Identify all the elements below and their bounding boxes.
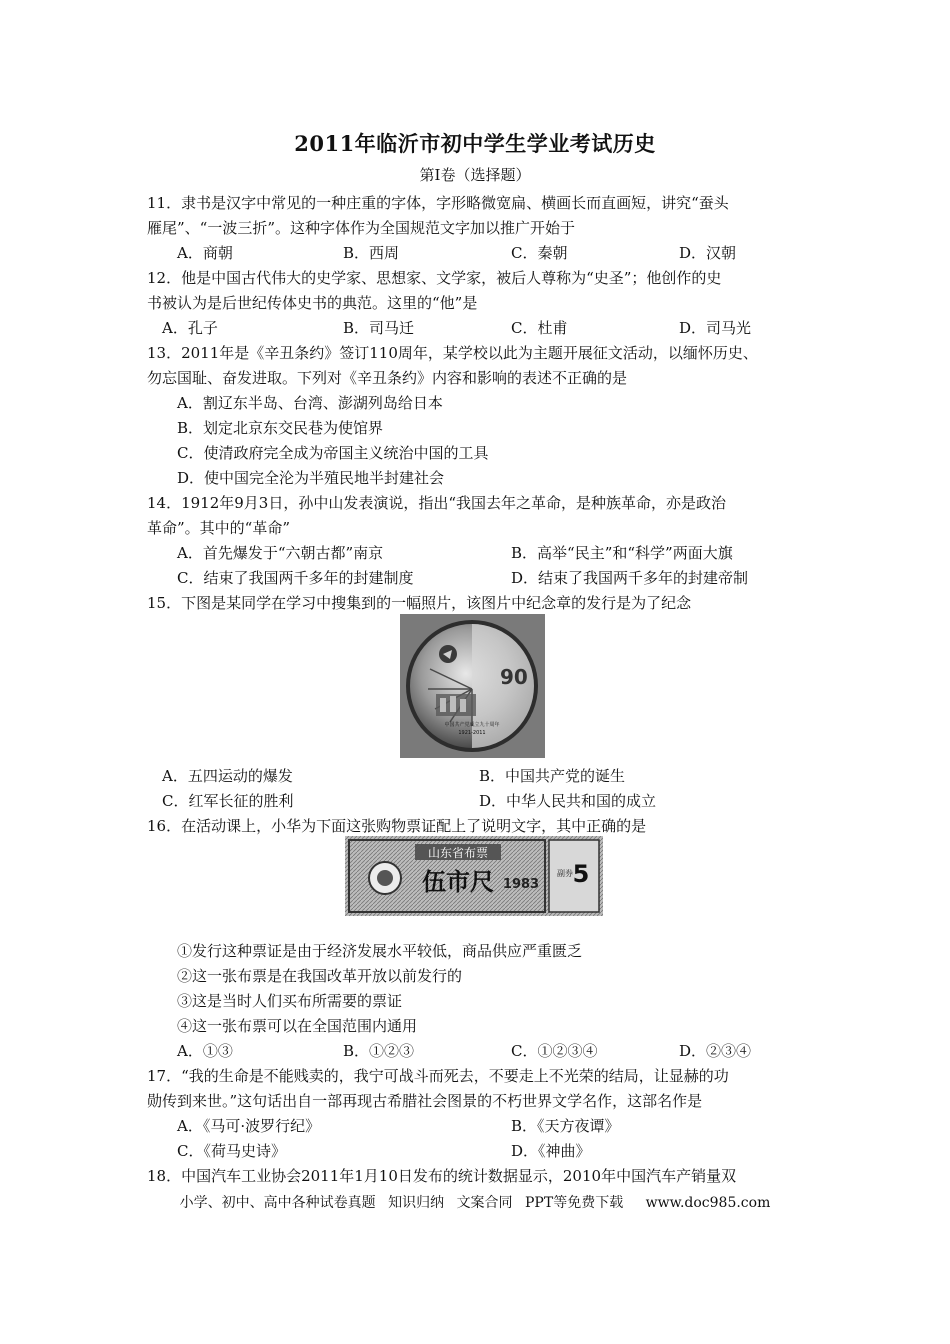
q14-stem-line1: 14．1912年9月3日，孙中山发表演说，指出“我国去年之革命，是种族革命，亦是政治: [147, 494, 727, 512]
q12-stem-line1: 12．他是中国古代伟大的史学家、思想家、文学家，被后人尊称为“史圣”；他创作的史: [147, 269, 722, 287]
q11-option-a: A．商朝: [177, 244, 233, 262]
footer-text-4: PPT等免费下载: [525, 1195, 624, 1211]
q16-statement-4: ④这一张布票可以在全国范围内通用: [177, 1017, 418, 1035]
q14-option-a: A．首先爆发于“六朝古都”南京: [177, 544, 384, 562]
ticket-amount: 伍市尺: [422, 867, 494, 896]
q13-option-c: C．使清政府完全成为帝国主义统治中国的工具: [177, 444, 489, 462]
q11-option-d: D．汉朝: [679, 244, 737, 262]
q17-stem-line2: 勋传到来世。”这句话出自一部再现古希腊社会图景的不朽世界文学名作，这部名作是: [147, 1092, 703, 1110]
q15-stem-line1: 15．下图是某同学在学习中搜集到的一幅照片，该图片中纪念章的发行是为了纪念: [147, 594, 692, 612]
q17-option-b: B．《天方夜谭》: [511, 1117, 620, 1135]
medal-caption: 中国共产党成立九十周年: [444, 722, 500, 728]
q16-statement-3: ③这是当时人们买布所需要的票证: [177, 992, 403, 1010]
commemorative-medal-photo: [400, 614, 545, 758]
page-title: 2011年临沂市初中学生学业考试历史: [294, 131, 656, 156]
q15-option-b: B．中国共产党的诞生: [479, 767, 626, 785]
footer-text-2: 知识归纳: [388, 1195, 445, 1211]
q15-option-a: A．五四运动的爆发: [162, 767, 293, 785]
footer-text-1: 小学、初中、高中各种试卷真题: [179, 1195, 376, 1211]
q14-option-b: B．高举“民主”和“科学”两面大旗: [511, 544, 733, 562]
q13-stem-line2: 勿忘国耻、奋发进取。下列对《辛丑条约》内容和影响的表述不正确的是: [147, 369, 628, 387]
q16-option-b: B．①②③: [343, 1042, 415, 1060]
q12-option-b: B．司马迁: [343, 319, 415, 337]
ticket-side-number: 5: [572, 860, 590, 888]
q11-option-b: B．西周: [343, 244, 400, 262]
q16-option-d: D．②③④: [679, 1042, 752, 1060]
q17-option-d: D．《神曲》: [511, 1142, 591, 1160]
footer-url-link[interactable]: www.doc985.com: [645, 1195, 771, 1211]
q16-option-a: A．①③: [177, 1042, 233, 1060]
q12-option-c: C．杜甫: [511, 319, 568, 337]
q15-option-d: D．中华人民共和国的成立: [479, 792, 657, 810]
q15-option-c: C．红军长征的胜利: [162, 792, 294, 810]
medal-years: 1921-2011: [458, 730, 486, 736]
q13-stem-line1: 13．2011年是《辛丑条约》签订110周年，某学校以此为主题开展征文活动，以缅怀历史、: [147, 344, 758, 362]
q12-stem-line2: 书被认为是后世纪传体史书的典范。这里的“他”是: [147, 294, 478, 312]
q12-option-a: A．孔子: [162, 319, 218, 337]
q18-stem-line1: 18．中国汽车工业协会2011年1月10日发布的统计数据显示，2010年中国汽车产销量双: [147, 1167, 737, 1185]
q16-option-c: C．①②③④: [511, 1042, 598, 1060]
q14-option-d: D．结束了我国两千多年的封建帝制: [511, 569, 749, 587]
q12-option-d: D．司马光: [679, 319, 752, 337]
medal-number: 90: [500, 665, 528, 689]
q17-option-c: C．《荷马史诗》: [177, 1142, 286, 1160]
section-heading: 第Ⅰ卷（选择题）: [419, 166, 531, 184]
ticket-side-label: 副券: [557, 869, 573, 878]
cloth-ration-ticket-image: [345, 836, 603, 916]
q11-stem-line2: 雁尾”、“一波三折”。这种字体作为全国规范文字加以推广开始于: [147, 219, 576, 237]
q16-statement-1: ①发行这种票证是由于经济发展水平较低，商品供应严重匮乏: [177, 942, 583, 960]
q14-option-c: C．结束了我国两千多年的封建制度: [177, 569, 414, 587]
q17-stem-line1: 17．“我的生命是不能贱卖的，我宁可战斗而死去，不要走上不光荣的结局，让显赫的功: [147, 1067, 729, 1085]
q17-option-a: A．《马可·波罗行纪》: [177, 1117, 321, 1135]
ticket-year: 1983: [502, 877, 540, 892]
q13-option-d: D．使中国完全沦为半殖民地半封建社会: [177, 469, 445, 487]
q13-option-a: A．割辽东半岛、台湾、澎湖列岛给日本: [177, 394, 443, 412]
q13-option-b: B．划定北京东交民巷为使馆界: [177, 419, 384, 437]
footer-text-3: 文案合同: [456, 1195, 513, 1211]
ticket-header: 山东省布票: [427, 846, 489, 860]
q11-option-c: C．秦朝: [511, 244, 568, 262]
q16-statement-2: ②这一张布票是在我国改革开放以前发行的: [177, 967, 463, 985]
q14-stem-line2: 革命”。其中的“革命”: [147, 519, 291, 537]
q16-stem-line1: 16．在活动课上，小华为下面这张购物票证配上了说明文字，其中正确的是: [147, 817, 647, 835]
page-footer: [0, 1192, 950, 1212]
q11-stem-line1: 11．隶书是汉字中常见的一种庄重的字体，字形略微宽扁、横画长而直画短，讲究“蚕头: [147, 194, 729, 212]
